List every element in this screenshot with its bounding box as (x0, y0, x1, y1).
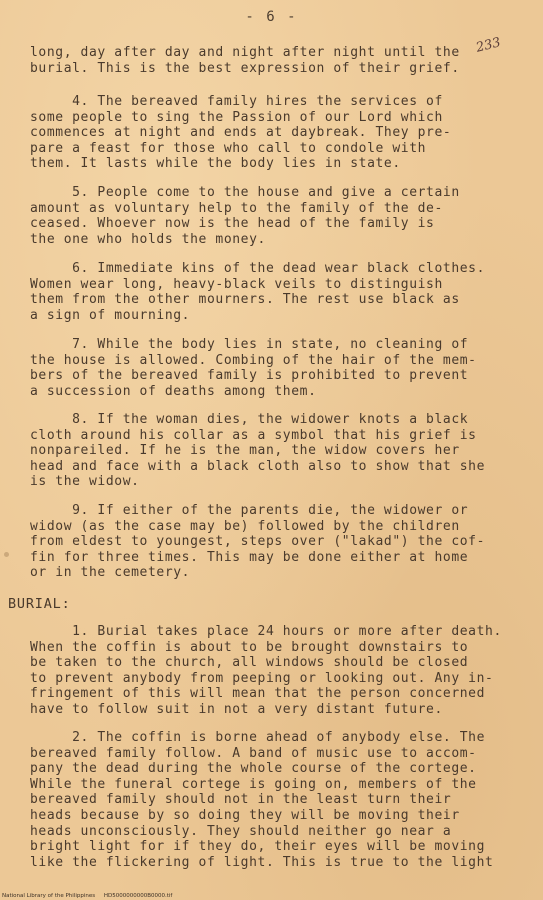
text-line: cloth around his collar as a symbol that his grief is (30, 427, 477, 443)
paragraph-item-9 (30, 503, 530, 581)
page-number: - 6 - (245, 9, 298, 25)
text-line: like the flickering of light. This is true to the light (30, 854, 494, 870)
text-line: 1. Burial takes place 24 hours or more after death. (30, 624, 502, 639)
text-line: heads unconsciously. They should neither go near a (30, 823, 452, 839)
text-line: a sign of mourning. (30, 307, 191, 323)
text-line: pany the dead during the whole course of the cortege. (30, 761, 477, 777)
text-line: 2. The coffin is borne ahead of anybody else. The (30, 730, 486, 745)
text-line: or in the cemetery. (30, 565, 191, 581)
text-line: pare a feast for those who call to condole with (30, 140, 427, 156)
text-line: fringement of this will mean that the person concerned (30, 686, 486, 702)
text-line: have to follow suit in not a very distant future. (30, 701, 443, 717)
text-line: bereaved family should not in the least turn their (30, 792, 452, 808)
text-line: 7. While the body lies in state, no cleaning of (30, 337, 469, 352)
text-line: the house is allowed. Combing of the hair of the mem- (30, 352, 477, 368)
text-line: head and face with a black cloth also to show that she (30, 458, 486, 474)
text-line: bers of the bereaved family is prohibited to prevent (30, 368, 469, 384)
footer-source-caption: National Library of the Philippines HD5000000000B0000.tif (2, 893, 173, 899)
text-line: from eldest to youngest, steps over ("lakad") the cof- (30, 534, 486, 550)
text-line: them from the other mourners. The rest use black as (30, 292, 460, 308)
text-line: bright light for if they do, their eyes will be moving (30, 839, 486, 855)
text-line: 4. The bereaved family hires the services of (30, 94, 443, 109)
text-line: ceased. Whoever now is the head of the family is (30, 216, 435, 232)
text-line: commences at night and ends at daybreak. They pre- (30, 125, 452, 141)
paragraph-burial-2 (30, 730, 530, 870)
text-line: burial. This is the best expression of their grief. (30, 60, 460, 76)
text-line: 8. If the woman dies, the widower knots a black (30, 412, 469, 427)
text-line: amount as voluntary help to the family of the de- (30, 200, 443, 216)
text-line: is the widow. (30, 474, 140, 490)
paragraph-burial-1 (30, 624, 530, 718)
text-line: be taken to the church, all windows should be closed (30, 655, 469, 671)
paragraph-item-8 (30, 412, 530, 490)
paragraph-continuation (30, 45, 530, 76)
text-line: some people to sing the Passion of our Lord which (30, 109, 443, 125)
text-line: 5. People come to the house and give a certain (30, 185, 460, 200)
text-line: 9. If either of the parents die, the widower or (30, 503, 469, 518)
text-line: bereaved family follow. A band of music use to accom- (30, 745, 477, 761)
text-line: While the funeral cortege is going on, members of the (30, 776, 477, 792)
text-line: widow (as the case may be) followed by the children (30, 518, 460, 534)
text-line: long, day after day and night after night until the (30, 45, 460, 60)
paragraph-item-7 (30, 337, 530, 399)
text-line: heads because by so doing they will be moving their (30, 807, 460, 823)
handwritten-page-mark: 233 (474, 35, 503, 56)
text-line: them. It lasts while the body lies in state. (30, 156, 401, 172)
text-line: nonpareiled. If he is the man, the widow covers her (30, 443, 460, 459)
text-line: When the coffin is about to be brought downstairs to (30, 639, 469, 655)
text-line: fin for three times. This may be done either at home (30, 549, 469, 565)
section-heading-burial: BURIAL: (8, 596, 71, 612)
paper-blemish (4, 552, 9, 557)
text-line: the one who holds the money. (30, 231, 266, 247)
paragraph-item-6 (30, 261, 530, 323)
paragraph-item-5 (30, 185, 530, 247)
text-line: to prevent anybody from peeping or looking out. Any in- (30, 670, 494, 686)
text-line: Women wear long, heavy-black veils to distinguish (30, 276, 443, 292)
text-line: a succession of deaths among them. (30, 383, 317, 399)
paragraph-item-4 (30, 94, 530, 172)
text-line: 6. Immediate kins of the dead wear black clothes. (30, 261, 486, 276)
